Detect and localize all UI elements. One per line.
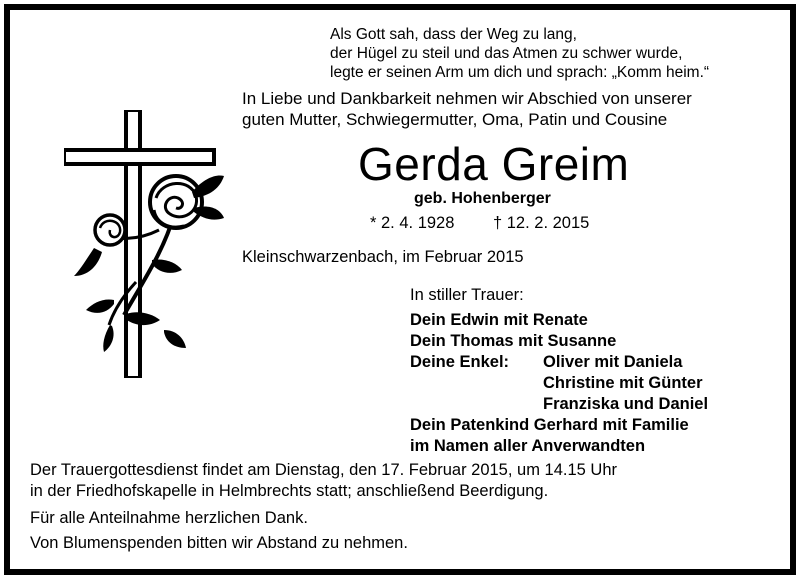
poem-line: legte er seinen Arm um dich und sprach: „Komm heim.“ xyxy=(330,64,710,81)
cross-with-rose-icon xyxy=(64,110,226,378)
intro-text xyxy=(242,88,692,130)
birth-date: * 2. 4. 1928 xyxy=(370,214,455,232)
service-line: Der Trauergottesdienst findet am Dienstag, den 17. Februar 2015, um 14.15 Uhr xyxy=(30,461,617,479)
cross-icon xyxy=(64,110,214,378)
poem-line: Als Gott sah, dass der Weg zu lang, xyxy=(330,26,577,43)
service-info xyxy=(30,460,617,502)
flowers-note: Von Blumenspenden bitten wir Abstand zu nehmen. xyxy=(30,534,408,552)
rose-icon xyxy=(74,176,224,352)
life-dates xyxy=(370,214,589,233)
mourner-line: im Namen aller Anverwandten xyxy=(410,437,646,455)
poem-quote xyxy=(330,25,709,82)
grandchild-line: Christine mit Günter xyxy=(543,374,703,392)
place-date: Kleinschwarzenbach, im Februar 2015 xyxy=(242,248,524,266)
poem-line: der Hügel zu steil und das Atmen zu schwer wurde, xyxy=(330,45,683,62)
mourners-intro: In stiller Trauer: xyxy=(410,286,524,304)
death-date: † 12. 2. 2015 xyxy=(493,214,590,232)
grandchild-line: Oliver mit Daniela xyxy=(543,353,683,371)
deceased-name: Gerda Greim xyxy=(358,138,630,190)
maiden-name: geb. Hohenberger xyxy=(414,190,551,207)
intro-line: guten Mutter, Schwiegermutter, Oma, Patin und Cousine xyxy=(242,110,668,129)
mourner-line: Dein Thomas mit Susanne xyxy=(410,332,617,350)
grandchildren-row xyxy=(410,352,708,373)
grandchildren-label: Deine Enkel: xyxy=(410,353,510,371)
intro-line: In Liebe und Dankbarkeit nehmen wir Abschied von unserer xyxy=(242,89,692,108)
thanks-text: Für alle Anteilnahme herzlichen Dank. xyxy=(30,509,308,527)
mourner-line: Dein Edwin mit Renate xyxy=(410,311,588,329)
mourners-list xyxy=(410,310,708,457)
service-line: in der Friedhofskapelle in Helmbrechts statt; anschließend Beerdigung. xyxy=(30,482,549,500)
mourner-line: Dein Patenkind Gerhard mit Familie xyxy=(410,416,689,434)
grandchild-line: Franziska und Daniel xyxy=(543,395,709,413)
